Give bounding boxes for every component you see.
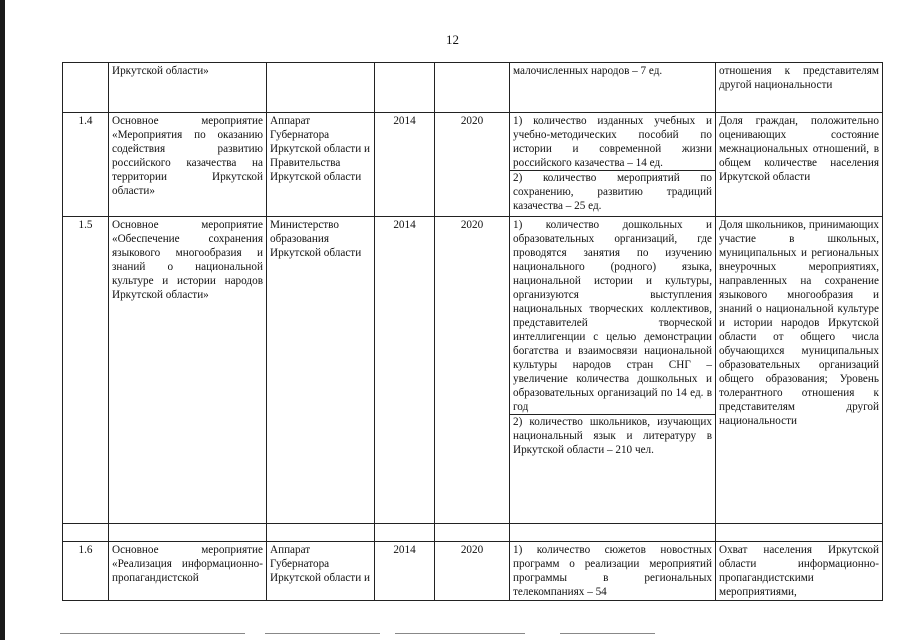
- indicators: [510, 63, 716, 113]
- page-number: 12: [446, 32, 459, 47]
- program-table: [62, 62, 883, 601]
- year-end: 2020: [435, 113, 510, 217]
- year-start: 2014: [375, 217, 435, 524]
- indicator-item: 1) количество сюжетов новостных программ о реализации мероприятий программы в региональных телекомпаниях – 54: [513, 544, 712, 598]
- measure-name: Основное мероприятие «Реализация информационно-пропагандистской: [109, 542, 267, 601]
- year-end: 2020: [435, 217, 510, 524]
- target-indicator: Доля граждан, положительно оценивающих состояние межнациональных отношений, в общем количестве населения Иркутской области: [716, 113, 883, 217]
- row-number: 1.5: [63, 217, 109, 524]
- row-number: [63, 63, 109, 113]
- year-start: 2014: [375, 113, 435, 217]
- executor: Аппарат Губернатора Иркутской области и Правительства Иркутской области: [267, 113, 375, 217]
- table-row: [63, 542, 883, 601]
- scan-footer-line: [60, 633, 245, 634]
- measure-name: Иркутской области»: [109, 63, 267, 113]
- indicator-item: малочисленных народов – 7 ед.: [513, 65, 663, 77]
- indicator-item: 2) количество мероприятий по сохранению, развитию традиций казачества – 25 ед.: [510, 170, 715, 213]
- table-row: [63, 217, 883, 524]
- executor: Аппарат Губернатора Иркутской области и: [267, 542, 375, 601]
- table-row: [63, 113, 883, 217]
- indicators: [510, 113, 716, 217]
- indicator-item: 1) количество дошкольных и образовательных организаций, где проводятся занятия по изучению национального (родного) языка, национальной истории и культуры, организуются выступления национальных творческих коллективов, представителей творческой интеллигенции с целью демонстрации богатства и взаимосвязи национальной культуры народов стран СНГ – увеличение количества дошкольных и образовательных организаций по 14 ед. в год: [513, 219, 712, 413]
- year-start: [375, 63, 435, 113]
- measure-name: Основное мероприятие «Мероприятия по оказанию содействия развитию российского казачества на территории Иркутской области»: [109, 113, 267, 217]
- row-number: 1.6: [63, 542, 109, 601]
- indicator-item: 2) количество школьников, изучающих национальный язык и литературу в Иркутской области – 210 чел.: [510, 414, 715, 457]
- indicator-item: 1) количество изданных учебных и учебно-методических пособий по истории и современной жизни российского казачества – 14 ед.: [513, 115, 712, 169]
- year-end: [435, 63, 510, 113]
- table-row: [63, 63, 883, 113]
- executor: Министерство образования Иркутской области: [267, 217, 375, 524]
- executor: [267, 63, 375, 113]
- target-indicator: Охват населения Иркутской области информационно-пропагандистскими мероприятиями,: [716, 542, 883, 601]
- row-number: 1.4: [63, 113, 109, 217]
- measure-name: Основное мероприятие «Обеспечение сохранения языкового многообразия и знаний о национальной культуре и истории народов Иркутской области»: [109, 217, 267, 524]
- year-end: 2020: [435, 542, 510, 601]
- scan-footer-line: [395, 633, 525, 634]
- target-indicator: отношения к представителям другой национальности: [716, 63, 883, 113]
- scan-edge: [0, 0, 5, 640]
- target-indicator: Доля школьников, принимающих участие в школьных, муниципальных и региональных внеурочных мероприятиях, направленных на сохранение языкового многообразия и знаний о национальной культуре и истории народов Иркутской области от общего числа обучающихся муниципальных образовательных организаций общего образования; Уровень толерантного отношения к представителям другой национальности: [716, 217, 883, 524]
- indicators: [510, 542, 716, 601]
- scan-footer-line: [265, 633, 380, 634]
- indicators: [510, 217, 716, 524]
- table-row-spacer: [63, 524, 883, 542]
- year-start: 2014: [375, 542, 435, 601]
- scan-footer-line: [560, 633, 655, 634]
